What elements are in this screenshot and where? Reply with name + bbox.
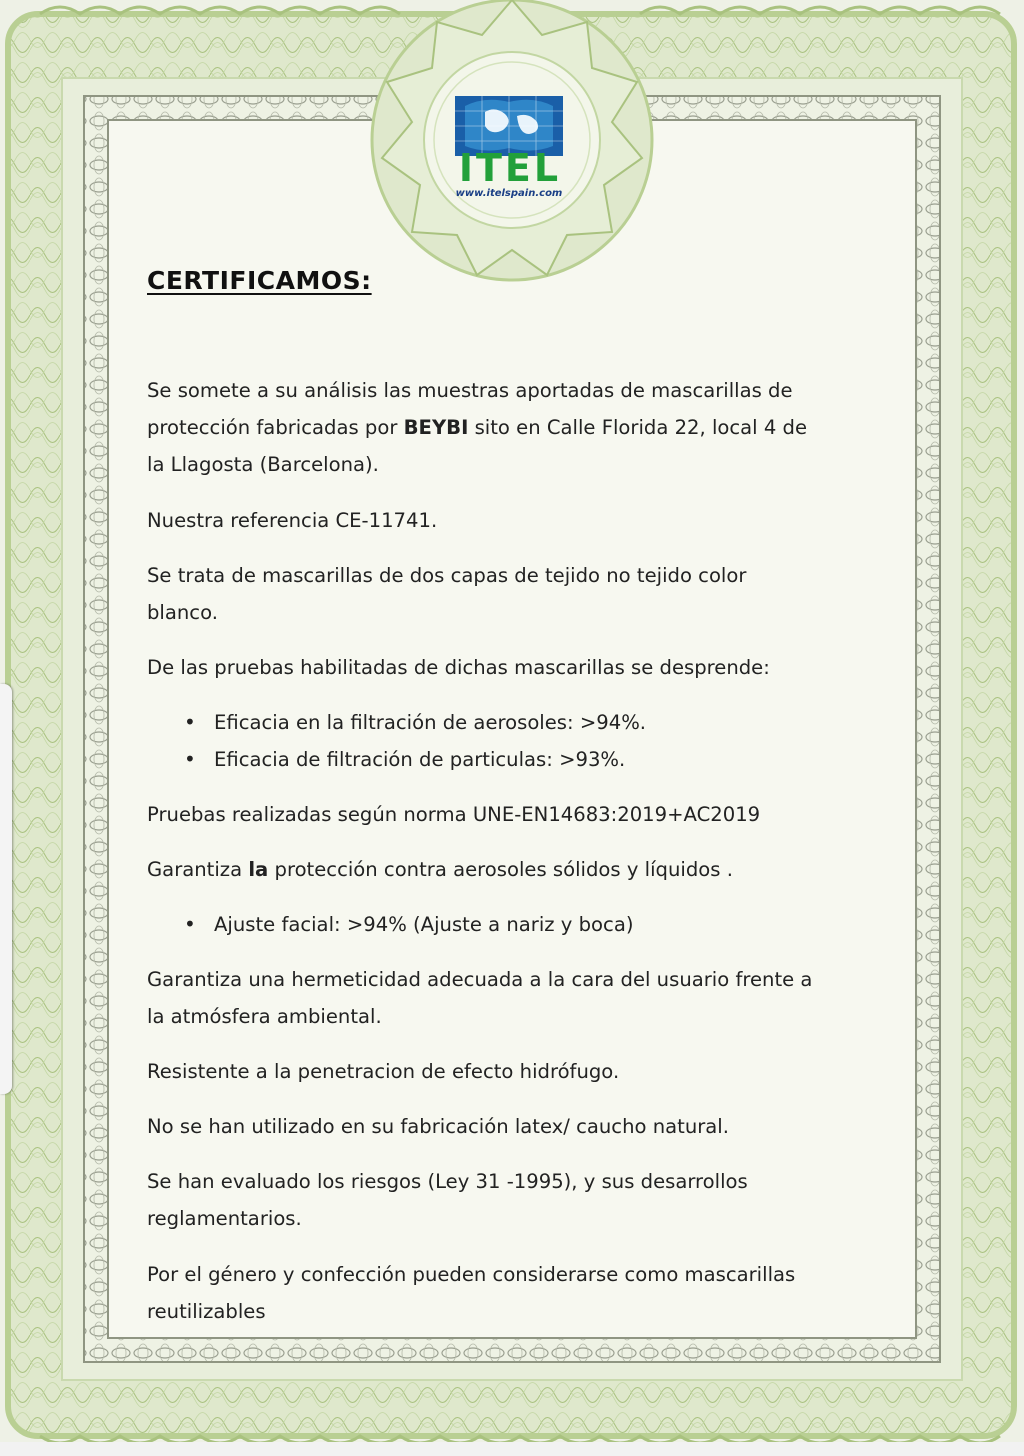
paragraph-line: Se han evaluado los riesgos (Ley 31 -1995), y sus desarrollos xyxy=(147,1170,748,1193)
manufacturer-name: BEYBI xyxy=(403,416,469,439)
paragraph-line: Por el género y confección pueden considerarse como mascarillas xyxy=(147,1263,796,1286)
paragraph-text: Garantiza xyxy=(147,858,249,881)
paragraph-line: la Llagosta (Barcelona). xyxy=(147,453,379,476)
paragraph-text: protección fabricadas por xyxy=(147,416,404,439)
paragraph-line: reglamentarios. xyxy=(147,1207,302,1230)
reference-line: Nuestra referencia CE-11741. xyxy=(147,509,438,532)
paragraph-line xyxy=(147,851,854,888)
paragraph-line: Se somete a su análisis las muestras aportadas de mascarillas de xyxy=(147,379,793,402)
paragraph-line xyxy=(147,409,854,446)
list-item xyxy=(184,906,633,943)
paragraph-line: la atmósfera ambiental. xyxy=(147,1005,382,1028)
paragraph-line: Resistente a la penetracion de efecto hidrófugo. xyxy=(147,1060,620,1083)
paragraph-line: De las pruebas habilitadas de dichas mascarillas se desprende: xyxy=(147,656,770,679)
paragraph-text: sito en Calle Florida 22, local 4 de xyxy=(468,416,808,439)
list-item-text: Eficacia en la filtración de aerosoles: >94%. xyxy=(214,711,647,734)
standard-line: Pruebas realizadas según norma UNE-EN14683:2019+AC2019 xyxy=(147,803,761,826)
paragraph-line: reutilizables xyxy=(147,1300,266,1323)
certificate-heading: CERTIFICAMOS: xyxy=(147,266,372,295)
itel-logo-url: www.itelspain.com xyxy=(455,188,563,199)
bottom-edge xyxy=(0,1442,1024,1456)
paragraph-line: Se trata de mascarillas de dos capas de tejido no tejido color xyxy=(147,564,747,587)
list-item-text: Ajuste facial: >94% (Ajuste a nariz y boca) xyxy=(214,913,634,936)
list-item xyxy=(184,741,625,778)
paragraph-line: No se han utilizado en su fabricación latex/ caucho natural. xyxy=(147,1115,729,1138)
paragraph-bold: la xyxy=(248,858,269,881)
side-panel-handle[interactable] xyxy=(0,684,12,1094)
paragraph-text: protección contra aerosoles sólidos y líquidos . xyxy=(268,858,733,881)
itel-logo-brand: ITEL xyxy=(458,146,562,190)
list-item-text: Eficacia de filtración de particulas: >93%. xyxy=(214,748,626,771)
paragraph-line: Garantiza una hermeticidad adecuada a la cara del usuario frente a xyxy=(147,968,813,991)
paragraph-line: blanco. xyxy=(147,601,218,624)
list-item xyxy=(184,704,646,741)
